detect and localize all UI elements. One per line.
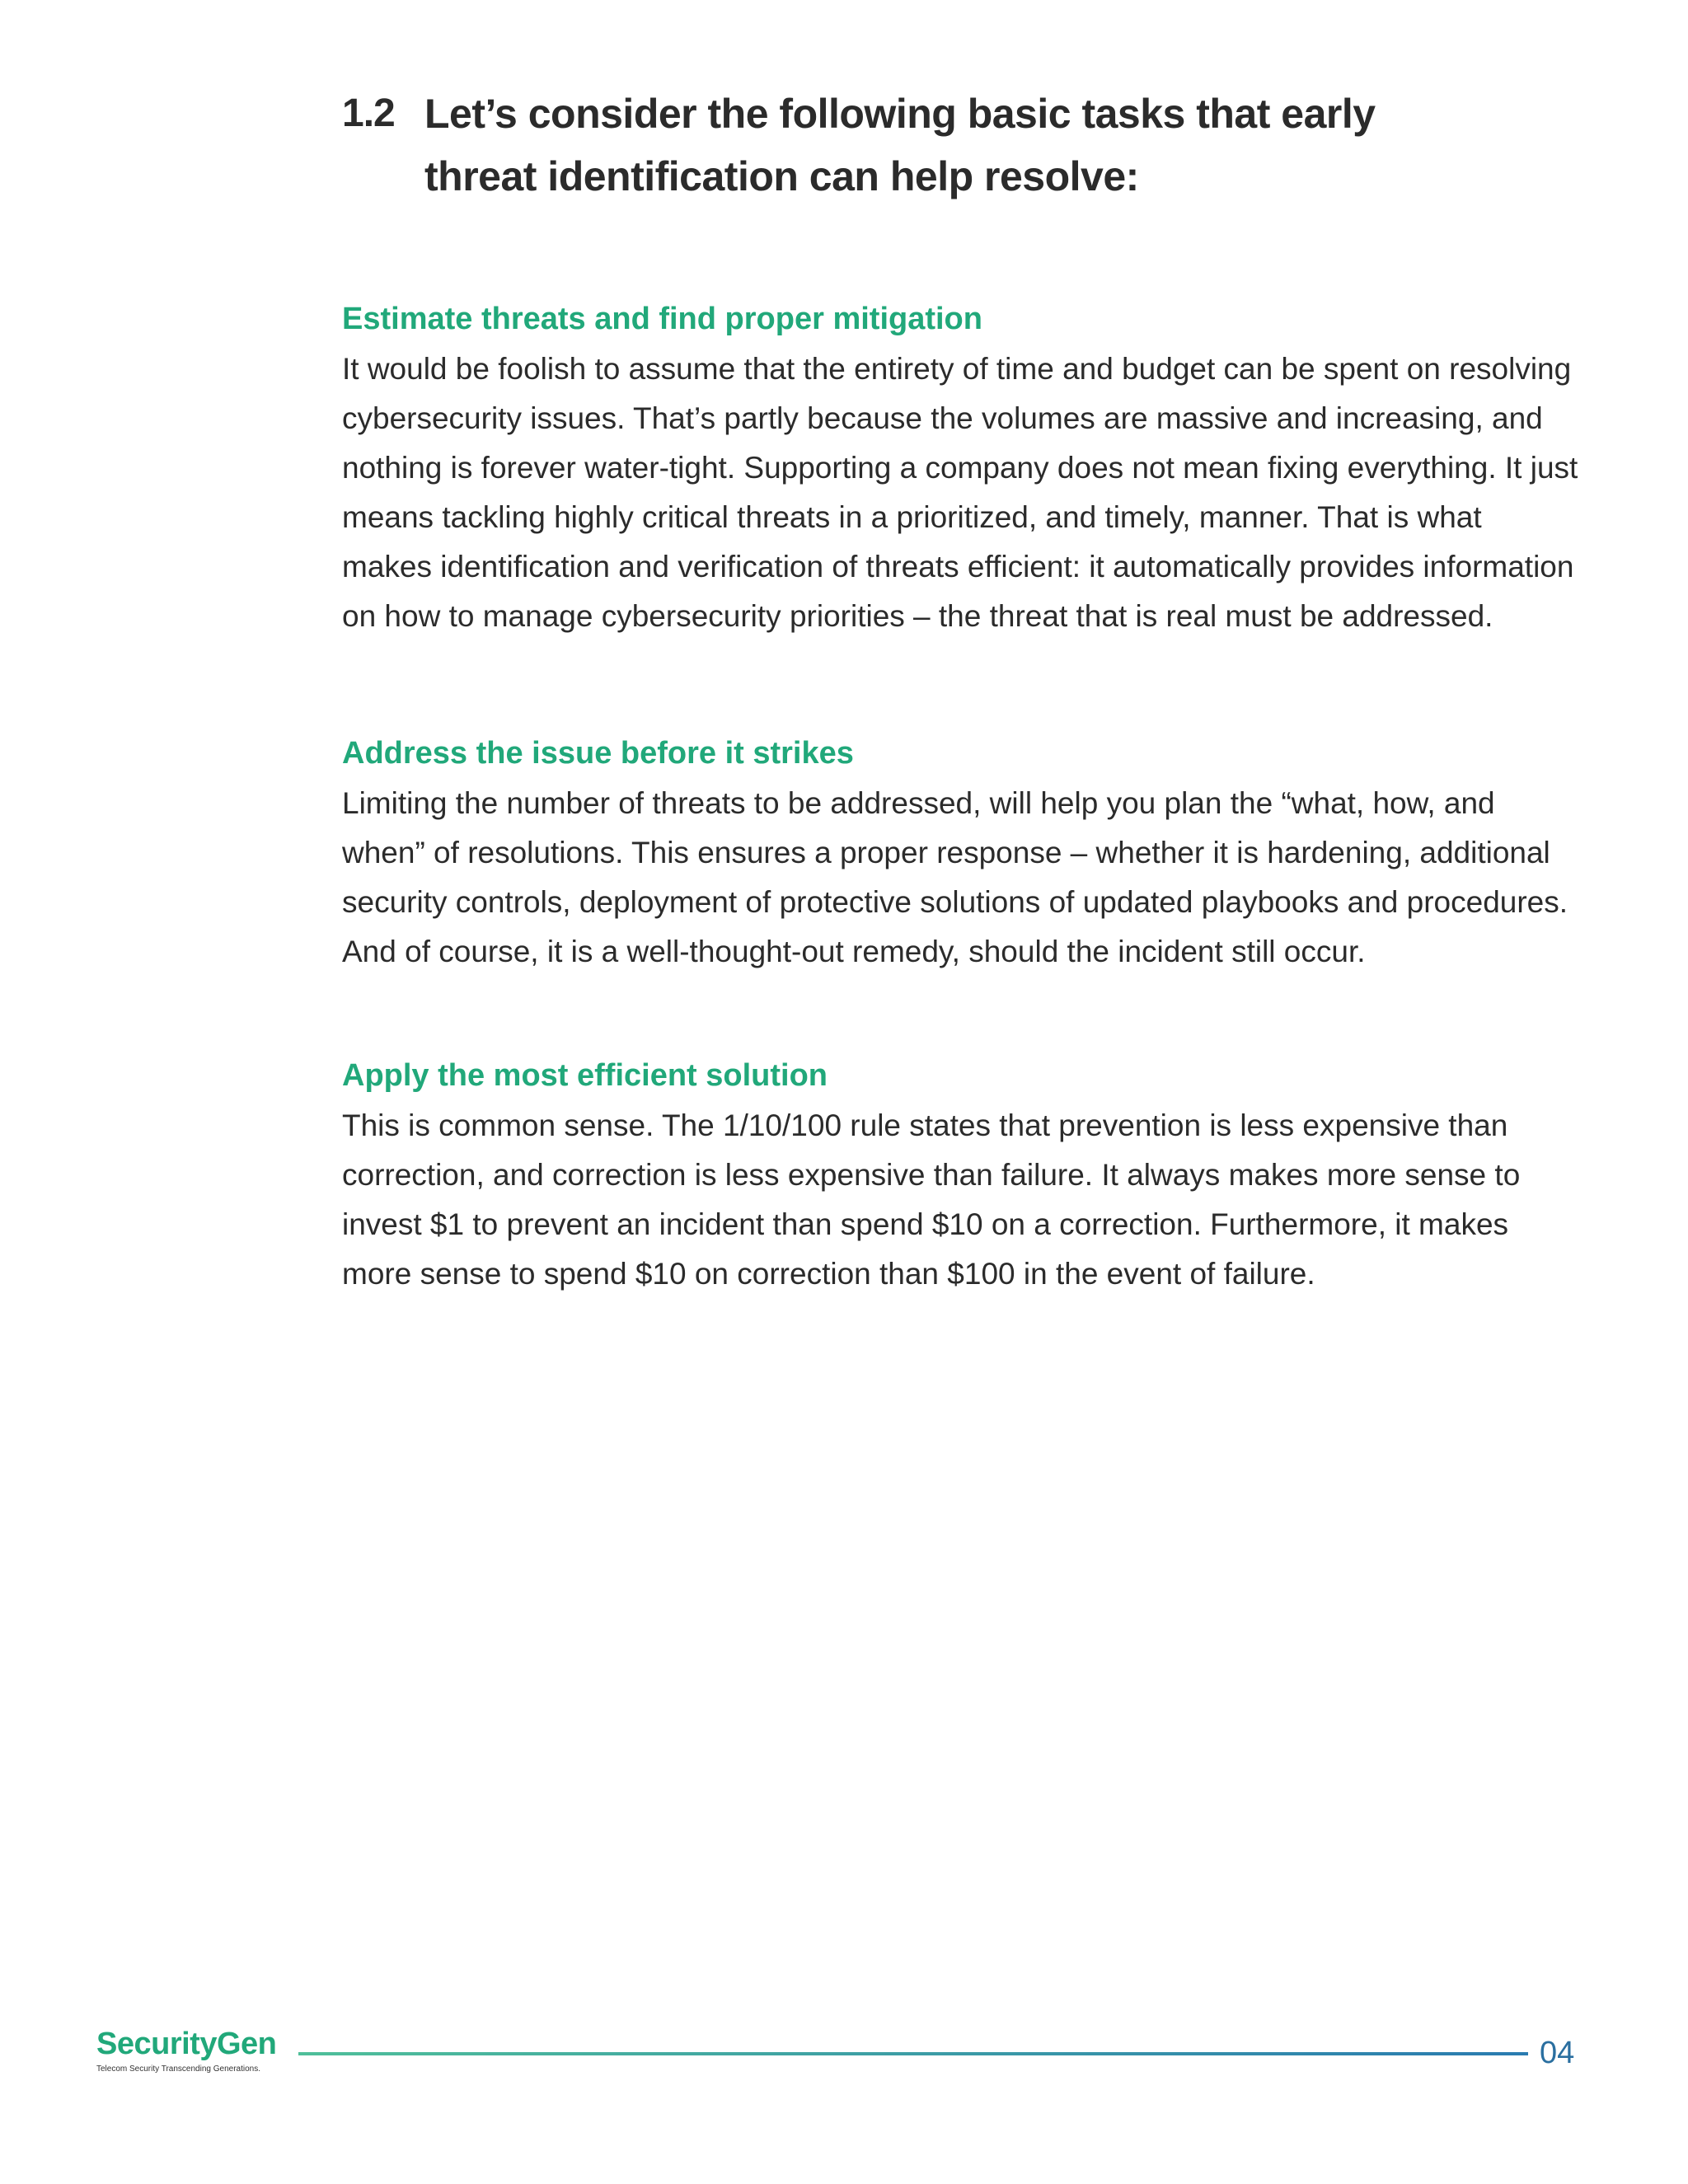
subsection-address-issue	[342, 731, 1578, 977]
subsection-title: Apply the most efficient solution	[342, 1058, 828, 1093]
logo-tagline: Telecom Security Transcending Generations.	[96, 2064, 260, 2074]
subsection-body: This is common sense. The 1/10/100 rule states that prevention is less expensive than correction, and correction is less expensive than failure. It always makes more sense to invest $1 to prevent an incident than spend $10 on a correction. Furthermore, it makes more sense to spend $10 on correction than $100 in the event of failure.	[342, 1108, 1521, 1291]
subsection-title: Estimate threats and find proper mitigation	[342, 302, 982, 336]
page-footer	[0, 2011, 1688, 2077]
subsection-efficient-solution	[342, 1053, 1578, 1299]
subsection-body: It would be foolish to assume that the entirety of time and budget can be spent on resolving cybersecurity issues. That’s partly because the volumes are massive and increasing, and nothing is forever water-tight. Supporting a company does not mean fixing everything. It just means tackling highly critical threats in a prioritized, and timely, manner. That is what makes identification and verification of threats efficient: it automatically provides information on how to manage cybersecurity priorities – the threat that is real must be addressed.	[342, 352, 1578, 633]
page-number: 04	[1540, 2036, 1575, 2070]
subsection-title: Address the issue before it strikes	[342, 736, 854, 771]
section-heading-text: Let’s consider the following basic tasks that early threat identification can help resolve:	[424, 91, 1376, 199]
subsection-estimate-threats	[342, 297, 1578, 641]
section-number: 1.2	[342, 91, 395, 135]
subsection-body: Limiting the number of threats to be addressed, will help you plan the “what, how, and when” of resolutions. This ensures a proper response – whether it is hardening, additional security controls, deployment of protective solutions of updated playbooks and procedures. And of course, it is a well-thought-out remedy, should the incident still occur.	[342, 786, 1568, 968]
company-logo	[96, 2026, 286, 2075]
section-heading	[342, 82, 1578, 208]
footer-divider	[298, 2052, 1528, 2055]
logo-wordmark: SecurityGen	[96, 2027, 277, 2061]
